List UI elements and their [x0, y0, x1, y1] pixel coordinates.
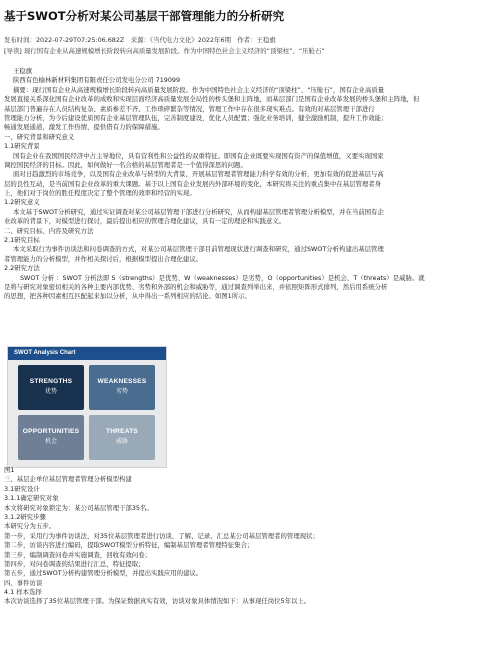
text-line: 本文将研究对象锁定为：某公司基层管理干部35名。 — [4, 503, 153, 512]
text-line: 层的良性互动，是当前国有企业改革的重大课题。基于以上国有企业发展内外部环境的变化，本研究将关注的重点集中在基层管理者身 — [4, 179, 382, 188]
text-line: 第二步，访谈内容进行编码，提取SWOT模型分析特征，编制基层管理者管理特征集合； — [4, 541, 254, 550]
text-line: 本研究分为五步。 — [4, 522, 56, 531]
text-line: 的思想，把各种因素相互匹配起来加以分析，从中得出一系列相应的结论。如图1所示。 — [4, 292, 251, 301]
text-line: 四、事件访谈 — [4, 578, 43, 587]
text-line: 上，他们对于岗位的胜任程度决定了整个管理的效率和经营的实现。 — [4, 189, 196, 198]
text-line: 面对日趋激烈的市场竞争，以及国有企业改革与转型的大背景，开展基层管理者管理能力科学有效的分析，更加有效的促进基层与高 — [13, 170, 384, 179]
text-line: 2.2研究方法 — [4, 264, 40, 273]
guide-label: [导读] — [4, 47, 22, 55]
text-line: 基层部门普遍存在人员结构复杂、素质参差不齐、工作琐碎繁杂等情况，管理工作中存在很多现实难点。有效的对基层管理干部进行 — [4, 104, 375, 113]
text-line: 1.2研究意义 — [4, 198, 40, 207]
swot-opportunities-label: OPPORTUNITIES — [22, 428, 80, 435]
text-line: 第三步，编制调查问卷并实施调查，回收有效问卷； — [4, 550, 151, 559]
text-line: 管理能力分析，为今后建设优质国有企业基层管理队伍，完善制度建设，优化人员配置；强化业务培训，健全激励机制，提升工作效能； — [4, 113, 388, 122]
text-line: 陕西有色榆林新材料集团有限责任公司发电分公司 719099 — [13, 76, 181, 85]
text-line: 畅通发展通道，激发工作热情，提供借有力的保障措施。 — [4, 123, 164, 132]
swot-opportunities-box — [18, 415, 84, 460]
text-line: 者管理能力的分析模型，并作相关探讨后，根据模型提出合理化建议。 — [4, 254, 203, 263]
swot-weaknesses-box — [89, 365, 155, 410]
swot-strengths-box — [18, 365, 84, 410]
text-line: 国有企业在我国国民经济中占主导地位，具有营利性和公益性的双重特征。即国有企业既要实现国有资产的保值增值，又要实现国家 — [13, 151, 384, 160]
text-line: 业改革的背景下，对模型进行探讨，最后提出相应的管理合理化建议，具有一定的理论和实践意义。 — [4, 217, 286, 226]
text-line: 第四步，对问卷调查的结果进行汇总，特征提取； — [4, 559, 145, 568]
text-line: 本文采取行为事件访谈法和问卷调查的方式，对某公司基层管理干部目前管理现状进行调查和研究，通过SWOT分析构建出基层管理 — [13, 245, 384, 254]
text-line: 3.1.1确定研究对象 — [4, 494, 59, 503]
text-line: 摘要：现行国有企业从高速规模增长阶段转向高质量发展阶段。作为中国特色社会主义经济的“顶梁柱”、“压舱石”，国有企业高质量 — [13, 85, 385, 94]
text-line: 一、研究背景和研究意义 — [4, 132, 75, 141]
text-line: 2.1研究目标 — [4, 236, 40, 245]
swot-threats-label: THREATS — [105, 428, 139, 435]
swot-weaknesses-label: WEAKNESSES — [97, 378, 147, 385]
text-line: 调控国民经济的目标。因此，如何做好一名合格的基层管理者是一个值得深思的问题。 — [4, 160, 247, 169]
text-line: 三、基层企单位基层管理者管理分析模型构建 — [4, 475, 132, 484]
swot-threats-box — [89, 415, 155, 460]
text-line: 本次访谈选择了35位基层管理干部。为保证数据真实有效，访谈对象具体情况如下：从事现任岗位5年以上。 — [4, 597, 311, 606]
text-line: 第五步，通过SWOT分析构建管理分析模型，并提出实践应用的建议。 — [4, 569, 203, 578]
article-guide — [4, 47, 500, 56]
text-line: 3.1研究设计 — [4, 484, 40, 493]
swot-chart-header: SWOT Analysis Chart — [8, 347, 166, 360]
swot-strengths-label: STRENGTHS — [29, 378, 73, 385]
body-text-upper — [4, 67, 500, 302]
article-meta: 发布时间：2022-07-29T07:25:06.682Z 来源：《当代电力文化》2022年6期 作者：王稳旗 — [4, 36, 276, 44]
guide-text: 现行国有企业从高速规模增长阶段转向高质量发展阶段。作为中国特色社会主义经济的“顶梁柱”、“压舱石” — [23, 47, 325, 55]
body-text-lower — [4, 466, 500, 607]
text-line: 3.1.2研究步骤 — [4, 512, 46, 521]
article-title: 基于SWOT分析对某公司基层干部管理能力的分析研究 — [4, 9, 285, 23]
text-line: SWOT 分析 ：SWOT 分析法即 S（strengths）是优势、W（weaknesses）是劣势，O（opportunities）是机会、T（threats）是威胁。就 — [20, 273, 425, 282]
text-line: 二、研究目标、内容及研究方法 — [4, 226, 94, 235]
text-line: 第一步，采用行为事件访谈法，对35位基层管理者进行访谈，了解、记录、汇总某公司基层管理者的管理现状； — [4, 531, 319, 540]
text-line: 4.1 样本选择 — [4, 588, 42, 597]
swot-weaknesses-cn: 劣势 — [115, 389, 128, 395]
text-line: 发展直接关系深化国有企业改革的成败和实现层面经济高质量发展全局性的桥头堡和主阵地，而基层部门是国有企业改革发展的桥头堡和主阵地，但 — [4, 95, 420, 104]
swot-strengths-cn: 优势 — [44, 389, 57, 395]
text-line: 图1 — [4, 466, 15, 474]
text-line: 是将与研究对象密切相关的各种主要内部优势、劣势和外部的机会和威胁等，通过调查列举出来，并依照矩阵形式排列，然后用系统分析 — [4, 282, 388, 291]
swot-figure — [7, 346, 167, 468]
swot-threats-cn: 威胁 — [115, 439, 128, 445]
text-line: 1.1研究背景 — [4, 142, 40, 151]
text-line: 本文基于SWOT分析研究，通过实证调查对某公司基层管理干部进行分析研究，从而构建基层管理者管理分析模型，并在当前国有企 — [13, 207, 384, 216]
text-line: 王稳旗 — [13, 67, 33, 75]
swot-opportunities-cn: 机会 — [44, 439, 57, 445]
